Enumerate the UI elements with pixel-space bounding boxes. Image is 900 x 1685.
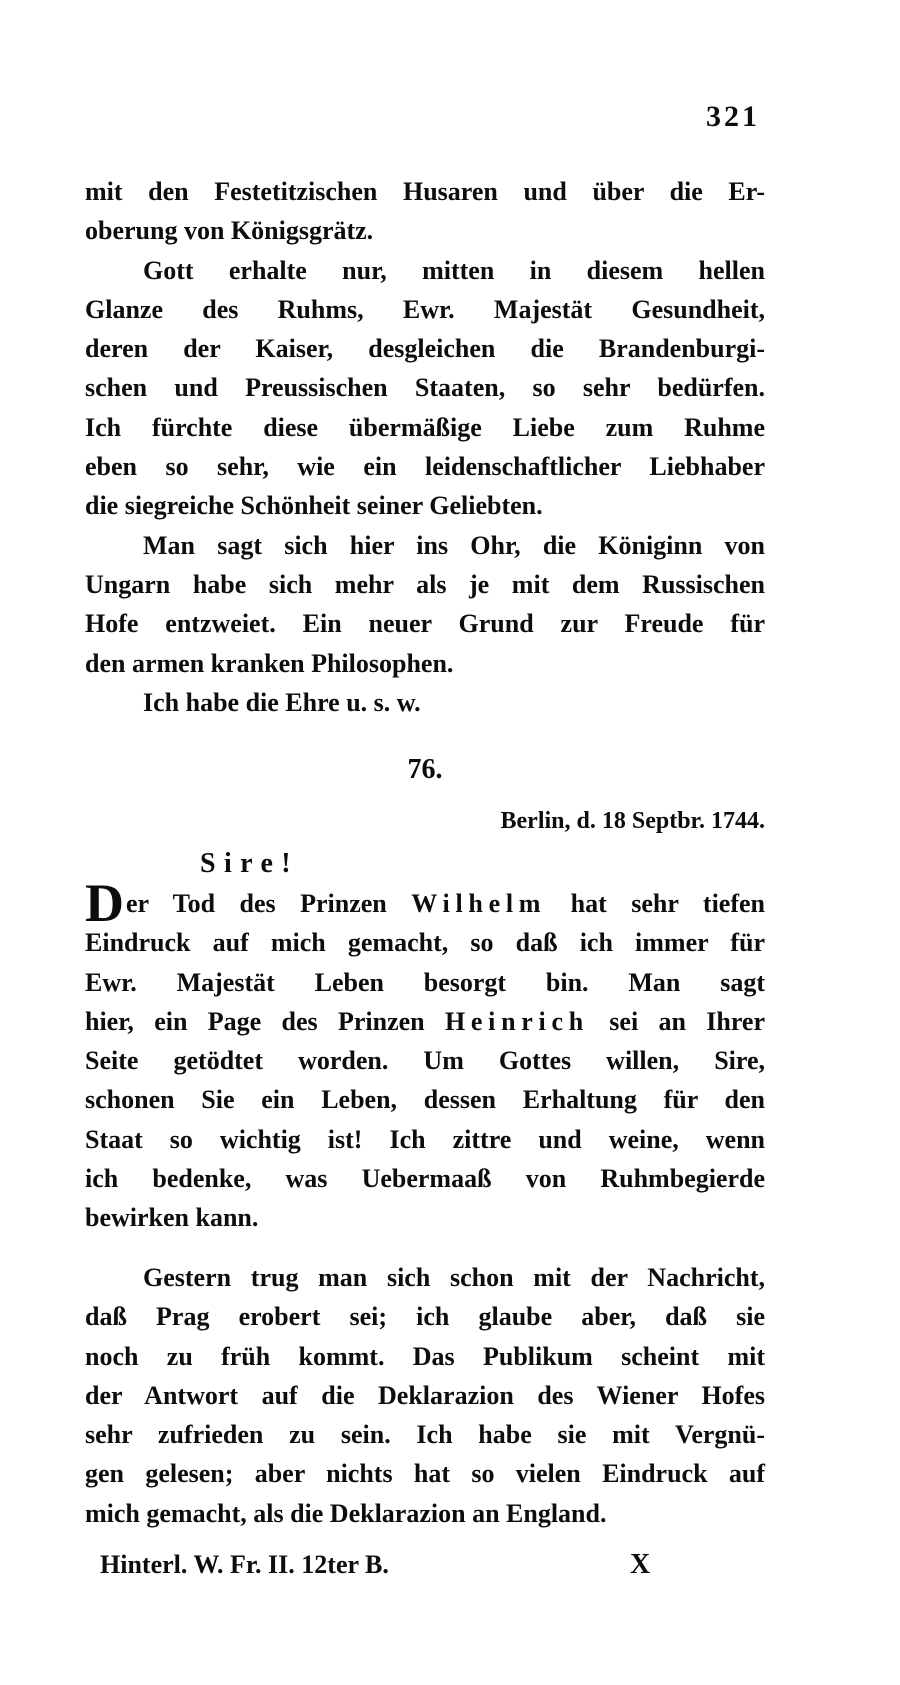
text-line: Seite getödtet worden. Um Gottes willen, Sire, (85, 1046, 765, 1076)
spaced-name: Wilhelm (411, 889, 547, 918)
text-line: Gott erhalte nur, mitten in diesem hellen (143, 255, 765, 285)
text-line: gen gelesen; aber nichts hat so vielen Eindruck auf (85, 1459, 765, 1489)
text-line: Hofe entzweiet. Ein neuer Grund zur Freude für (85, 609, 765, 639)
text-line: mich gemacht, als die Deklarazion an England. (85, 1498, 607, 1528)
text-line: schen und Preussischen Staaten, so sehr bedürfen. (85, 373, 765, 403)
text-line: Staat so wichtig ist! Ich zittre und weine, wenn (85, 1124, 765, 1154)
text-line: mit den Festetitzischen Husaren und über die Er- (85, 177, 765, 206)
letter-number-heading: 76. (407, 754, 443, 785)
text-fragment: hat sehr tiefen (570, 889, 766, 918)
text-line (85, 1002, 765, 1041)
text-line: den armen kranken Philosophen. (85, 648, 454, 678)
text-line: Ewr. Majestät Leben besorgt bin. Man sagt (85, 967, 765, 997)
text-line: Ungarn habe sich mehr als je mit dem Russischen (85, 569, 765, 599)
drop-cap-initial: D (85, 873, 124, 933)
text-line: Ich fürchte diese übermäßige Liebe zum Ruhme (85, 412, 765, 442)
text-line: noch zu früh kommt. Das Publikum scheint mit (85, 1341, 765, 1371)
text-line (85, 873, 766, 933)
salutation: Sire! (200, 848, 300, 879)
text-line: eben so sehr, wie ein leidenschaftlicher Liebhaber (85, 452, 765, 482)
text-line: Eindruck auf mich gemacht, so daß ich immer für (85, 928, 765, 958)
gathering-signature-mark: X (630, 1549, 651, 1580)
text-line: bewirken kann. (85, 1203, 259, 1233)
page-footer (85, 1545, 765, 1585)
letter-76-paragraph-2 (85, 1258, 765, 1533)
text-line: der Antwort auf die Deklarazion des Wiener Hofes (85, 1380, 765, 1410)
dateline: Berlin, d. 18 Septbr. 1744. (500, 808, 765, 834)
text-line: Glanze des Ruhms, Ewr. Majestät Gesundheit, (85, 294, 765, 324)
text-line: die siegreiche Schönheit seiner Geliebten. (85, 491, 543, 521)
text-line: daß Prag erobert sei; ich glaube aber, daß sie (85, 1302, 765, 1332)
text-line: deren der Kaiser, desgleichen die Brandenburgi- (85, 334, 765, 364)
edition-mark: Hinterl. W. Fr. II. 12ter B. (100, 1550, 389, 1579)
text-line: ich bedenke, was Uebermaaß von Ruhmbegierde (85, 1164, 765, 1194)
letter-75-continuation (85, 172, 765, 722)
text-line: Gestern trug man sich schon mit der Nachricht, (143, 1263, 765, 1292)
text-line: sehr zufrieden zu sein. Ich habe sie mit Vergnü- (85, 1420, 765, 1450)
text-fragment: hier, ein Page des Prinzen (85, 1006, 425, 1036)
text-fragment: er Tod des Prinzen (126, 889, 387, 918)
text-line: Ich habe die Ehre u. s. w. (143, 687, 421, 717)
text-fragment: sei an Ihrer (609, 1006, 766, 1036)
spaced-name: Heinrich (444, 1006, 589, 1036)
text-line: schonen Sie ein Leben, dessen Erhaltung für den (85, 1085, 765, 1115)
letter-76-paragraph-1 (85, 873, 766, 1238)
text-line: oberung von Königsgrätz. (85, 216, 374, 246)
text-line: Man sagt sich hier ins Ohr, die Königinn von (143, 530, 765, 560)
page-number: 321 (706, 100, 760, 133)
